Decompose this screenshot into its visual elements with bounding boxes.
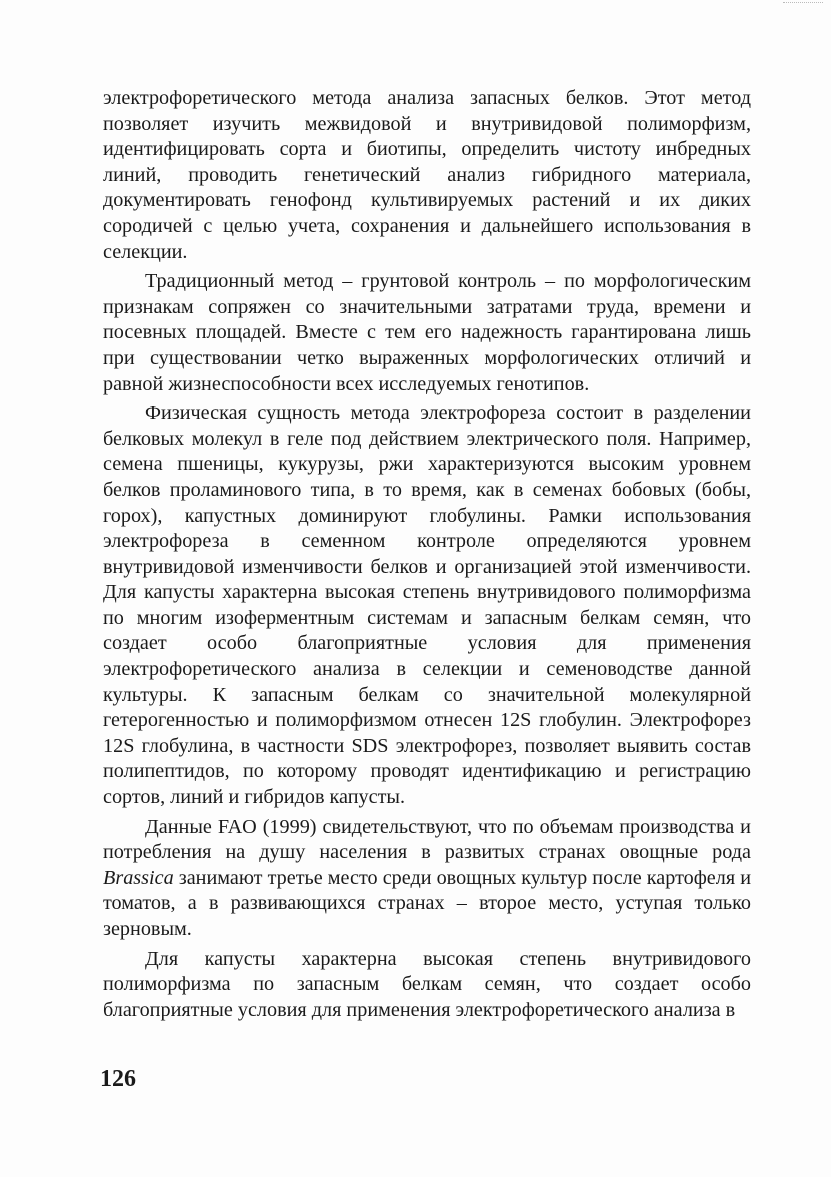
paragraph-3: Физическая сущность метода электрофореза состоит в разделении белковых молекул в геле под действием электрического поля. Например, семена пшеницы, кукурузы, ржи характеризуются высоким уровнем белков проламинового типа, в то время, как в семенах бобовых (бобы, горох), капустных доминируют глобулины. Рамки использования электрофореза в семенном контроле определяются уровнем внутривидовой изменчивости белков и организацией этой изменчивости. Для капусты характерна высокая степень внутривидового полиморфизма по многим изоферментным системам и запасным белкам семян, что создает особо благоприятные условия для применения электрофоретического анализа в селекции и семеноводстве данной культуры. К запасным белкам со значительной молекулярной гетерогенностью и полиморфизмом отнесен 12S глобулин. Электрофорез 12S глобулина, в частности SDS электрофорез, позволяет выявить состав полипептидов, по которому проводят идентификацию и регистрацию сортов, линий и гибридов капусты.	[103, 402, 751, 809]
paragraph-4-text-before: Данные FAO (1999) свидетельствуют, что по объемам производства и потребления на душу населения в развитых странах овощные рода	[103, 815, 751, 864]
paragraph-4	[103, 815, 751, 943]
paragraph-4-text-after: занимают третье место среди овощных культур после картофеля и томатов, а в развивающихся странах – второе место, уступая только зерновым.	[103, 866, 751, 940]
paragraph-2: Традиционный метод – грунтовой контроль – по морфологическим признакам сопряжен со значительными затратами труда, времени и посевных площадей. Вместе с тем его надежность гарантирована лишь при существовании четко выраженных морфологических отличий и равной жизнеспособности всех исследуемых генотипов.	[103, 270, 751, 395]
genus-name-italic: Brassica	[103, 866, 174, 889]
scan-artifact	[783, 2, 823, 4]
paragraph-1: электрофоретического метода анализа запасных белков. Этот метод позволяет изучить межвидовой и внутривидовой полиморфизм, идентифицировать сорта и биотипы, определить чистоту инбредных линий, проводить генетический анализ гибридного материала, документировать генофонд культивируемых растений и их диких сородичей с целью учета, сохранения и дальнейшего использования в селекции.	[103, 87, 751, 263]
page-number: 126	[100, 1066, 136, 1092]
paragraph-5: Для капусты характерна высокая степень внутривидового полиморфизма по запасным белкам семян, что создает особо благоприятные условия для применения электрофоретического анализа в	[103, 947, 751, 1021]
body-text	[103, 86, 751, 1027]
